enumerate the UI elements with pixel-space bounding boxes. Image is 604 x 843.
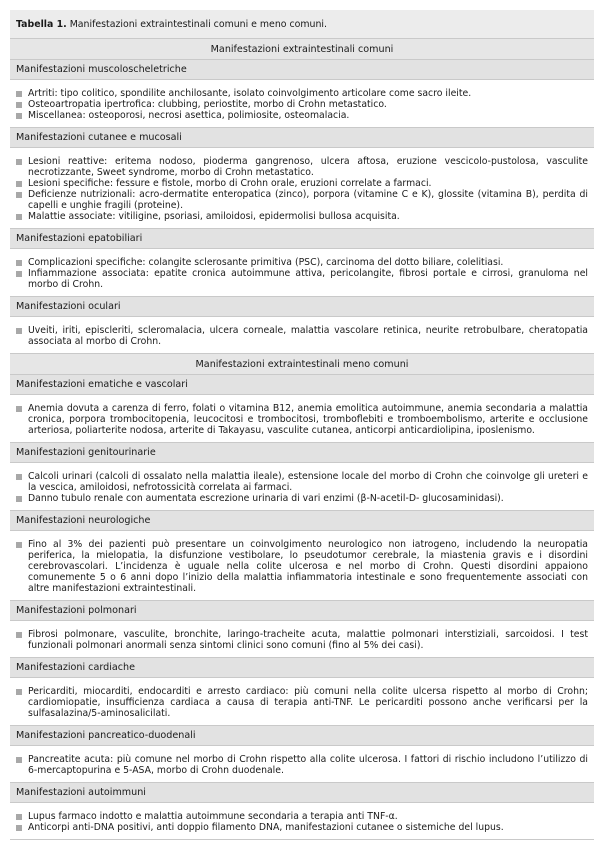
caption-label: Tabella 1. xyxy=(16,18,67,30)
square-bullet-icon xyxy=(16,192,22,198)
square-bullet-icon xyxy=(16,689,22,695)
section-body xyxy=(10,803,594,840)
square-bullet-icon xyxy=(16,91,22,97)
list-item xyxy=(16,811,588,822)
square-bullet-icon xyxy=(16,260,22,266)
list-item xyxy=(16,539,588,594)
list-item-text: Anemia dovuta a carenza di ferro, folati o vitamina B12, anemia emolitica autoimmune, anemia secondaria a malattia cronica, porpora trombocitopenia, leucocitosi e trombocitosi, tromboflebiti e tromboembolismo, arterite e occlusione arteriosa, poliarterite nodosa, arterite di Takayasu, vasculite cutanea, anticorpi anticardiolipina, iposlenismo. xyxy=(28,403,588,436)
list-item-text: Lupus farmaco indotto e malattia autoimmune secondaria a terapia anti TNF-α. xyxy=(28,811,398,822)
list-item xyxy=(16,754,588,776)
list-item-text: Uveiti, iriti, episcleriti, scleromalacia, ulcera corneale, malattia vascolare retinica, neurite retrobulbare, cheratopatia associata al morbo di Crohn. xyxy=(28,325,588,347)
list-item-text: Miscellanea: osteoporosi, necrosi asettica, polimiosite, osteomalacia. xyxy=(28,110,350,121)
group-header: Manifestazioni extraintestinali meno comuni xyxy=(10,354,594,375)
list-item xyxy=(16,99,588,110)
manifestations-table xyxy=(10,10,594,840)
list-item xyxy=(16,822,588,833)
square-bullet-icon xyxy=(16,406,22,412)
list-item-text: Artriti: tipo colitico, spondilite anchilosante, isolato coinvolgimento articolare come sacro ileite. xyxy=(28,88,472,99)
list-item xyxy=(16,156,588,178)
square-bullet-icon xyxy=(16,181,22,187)
section-header: Manifestazioni neurologiche xyxy=(10,511,594,531)
section-header: Manifestazioni autoimmuni xyxy=(10,783,594,803)
section-body xyxy=(10,746,594,783)
list-item xyxy=(16,629,588,651)
list-item xyxy=(16,211,588,222)
list-item xyxy=(16,493,588,504)
list-item-text: Fibrosi polmonare, vasculite, bronchite, laringo-tracheite acuta, malattie polmonari interstiziali, sarcoidosi. I test funzionali polmonari anormali senza sintomi clinici sono comuni (fino al 5% dei casi). xyxy=(28,629,588,651)
list-item xyxy=(16,403,588,436)
list-item xyxy=(16,189,588,211)
list-item xyxy=(16,110,588,121)
section-body xyxy=(10,249,594,297)
list-item xyxy=(16,88,588,99)
list-item xyxy=(16,178,588,189)
group-header: Manifestazioni extraintestinali comuni xyxy=(10,39,594,60)
section-body xyxy=(10,395,594,443)
section-header: Manifestazioni cardiache xyxy=(10,658,594,678)
square-bullet-icon xyxy=(16,328,22,334)
square-bullet-icon xyxy=(16,214,22,220)
section-body xyxy=(10,463,594,511)
square-bullet-icon xyxy=(16,542,22,548)
square-bullet-icon xyxy=(16,814,22,820)
list-item-text: Anticorpi anti-DNA positivi, anti doppio filamento DNA, manifestazioni cutanee o sistemiche del lupus. xyxy=(28,822,504,833)
square-bullet-icon xyxy=(16,474,22,480)
square-bullet-icon xyxy=(16,271,22,277)
caption-text: Manifestazioni extraintestinali comuni e meno comuni. xyxy=(69,18,327,30)
list-item xyxy=(16,471,588,493)
list-item-text: Calcoli urinari (calcoli di ossalato nella malattia ileale), estensione locale del morbo di Crohn che coinvolge gli ureteri e la vescica, amiloidosi, nefrotossicità correlata ai farmaci. xyxy=(28,471,588,493)
list-item-text: Complicazioni specifiche: colangite sclerosante primitiva (PSC), carcinoma del dotto biliare, colelitiasi. xyxy=(28,257,504,268)
square-bullet-icon xyxy=(16,159,22,165)
square-bullet-icon xyxy=(16,825,22,831)
section-body xyxy=(10,80,594,128)
list-item-text: Danno tubulo renale con aumentata escrezione urinaria di vari enzimi (β-N-acetil-D- glucosaminidasi). xyxy=(28,493,504,504)
section-header: Manifestazioni pancreatico-duodenali xyxy=(10,726,594,746)
section-body xyxy=(10,317,594,354)
list-item-text: Pancreatite acuta: più comune nel morbo di Crohn rispetto alla colite ulcerosa. I fattori di rischio includono l’utilizzo di 6-mercaptopurina e 5-ASA, morbo di Crohn duodenale. xyxy=(28,754,588,776)
section-header: Manifestazioni oculari xyxy=(10,297,594,317)
square-bullet-icon xyxy=(16,102,22,108)
section-header: Manifestazioni epatobiliari xyxy=(10,229,594,249)
square-bullet-icon xyxy=(16,632,22,638)
section-header: Manifestazioni muscoloscheletriche xyxy=(10,60,594,80)
table-body xyxy=(10,39,594,840)
section-body xyxy=(10,621,594,658)
list-item-text: Lesioni reattive: eritema nodoso, pioderma gangrenoso, ulcera aftosa, eruzione vescicolo-pustolosa, vasculite necrotizzante, Sweet syndrome, morbo di Crohn metastatico. xyxy=(28,156,588,178)
list-item-text: Infiammazione associata: epatite cronica autoimmune attiva, pericolangite, fibrosi portale e cirrosi, granuloma nel morbo di Crohn. xyxy=(28,268,588,290)
square-bullet-icon xyxy=(16,113,22,119)
section-body xyxy=(10,678,594,726)
table-caption xyxy=(10,10,594,39)
list-item xyxy=(16,257,588,268)
section-header: Manifestazioni polmonari xyxy=(10,601,594,621)
list-item xyxy=(16,325,588,347)
list-item-text: Malattie associate: vitiligine, psoriasi, amiloidosi, epidermolisi bullosa acquisita. xyxy=(28,211,400,222)
section-header: Manifestazioni cutanee e mucosali xyxy=(10,128,594,148)
list-item-text: Fino al 3% dei pazienti può presentare un coinvolgimento neurologico non iatrogeno, includendo la neuropatia periferica, la mielopatia, la disfunzione vestibolare, lo pseudotumor cerebrale, la miastenia gravis e i disordini cerebrovascolari. L’incidenza è uguale nella colite ulcerosa e nel morbo di Crohn. Questi disordini appaiono comunemente 5 o 6 anni dopo l’inizio della malattia infiammatoria intestinale e sono frequentemente associati con altre manifestazioni extraintestinali. xyxy=(28,539,588,594)
section-header: Manifestazioni genitourinarie xyxy=(10,443,594,463)
section-body xyxy=(10,148,594,229)
list-item-text: Deficienze nutrizionali: acro-dermatite enteropatica (zinco), porpora (vitamine C e K), glossite (vitamina B), perdita di capelli e unghie fragili (proteine). xyxy=(28,189,588,211)
list-item-text: Lesioni specifiche: fessure e fistole, morbo di Crohn orale, eruzioni correlate a farmaci. xyxy=(28,178,432,189)
list-item xyxy=(16,686,588,719)
square-bullet-icon xyxy=(16,496,22,502)
list-item-text: Osteoartropatia ipertrofica: clubbing, periostite, morbo di Crohn metastatico. xyxy=(28,99,387,110)
list-item-text: Pericarditi, miocarditi, endocarditi e arresto cardiaco: più comuni nella colite ulcersa rispetto al morbo di Crohn; cardiomiopatie, insufficienza cardiaca a causa di terapia anti-TNF. Le pericarditi possono anche verificarsi per la sulfasalazina/5-aminosalicilati. xyxy=(28,686,588,719)
section-header: Manifestazioni ematiche e vascolari xyxy=(10,375,594,395)
section-body xyxy=(10,531,594,601)
list-item xyxy=(16,268,588,290)
square-bullet-icon xyxy=(16,757,22,763)
